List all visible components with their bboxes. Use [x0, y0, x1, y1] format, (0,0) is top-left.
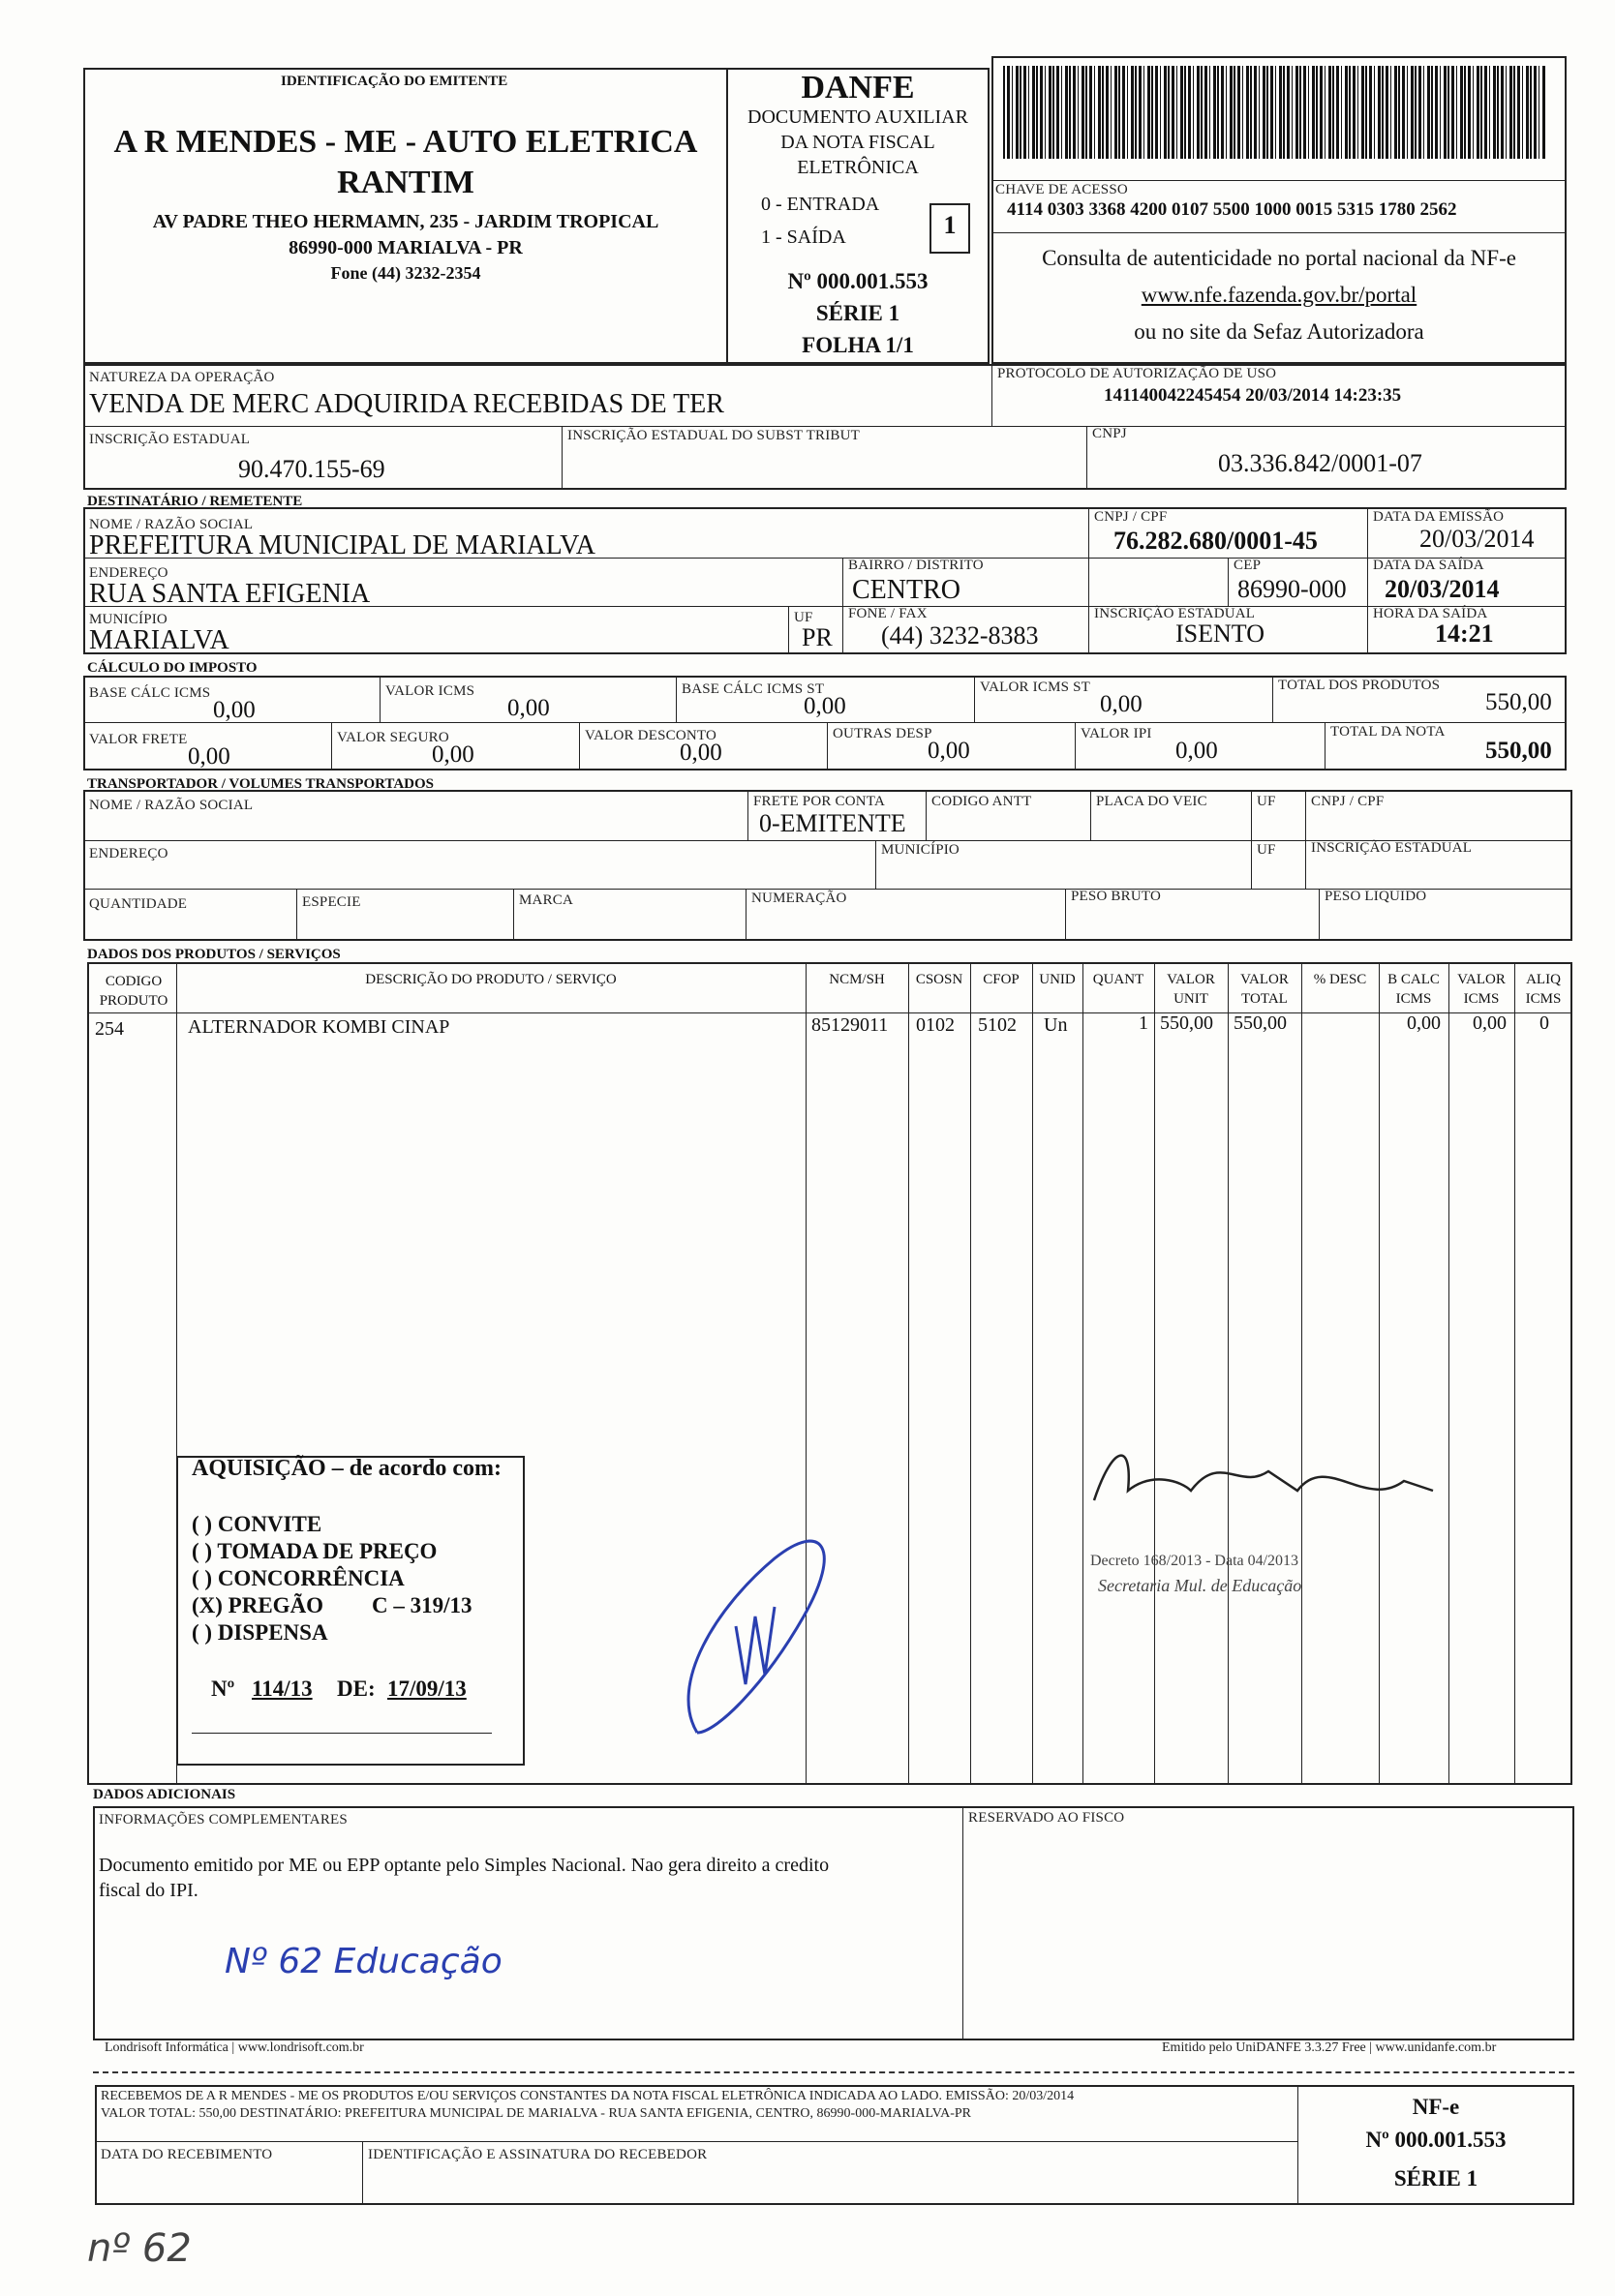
- dest-nome-value: PREFEITURA MUNICIPAL DE MARIALVA: [89, 530, 596, 560]
- consulta-text: Consulta de autenticidade no portal nacional da NF-e: [1042, 246, 1516, 270]
- transp-nome-label: NOME / RAZÃO SOCIAL: [89, 798, 254, 813]
- dest-emissao-label: DATA DA EMISSÃO: [1373, 509, 1505, 525]
- danfe-serie: SÉRIE 1: [815, 301, 900, 325]
- ie-value: 90.470.155-69: [238, 455, 385, 483]
- canhoto-data-label: DATA DO RECEBIMENTO: [101, 2147, 273, 2162]
- emitente-city: 86990-000 MARIALVA - PR: [289, 237, 523, 258]
- dest-cnpj-label: CNPJ / CPF: [1094, 509, 1168, 525]
- emitente-phone: Fone (44) 3232-2354: [330, 263, 481, 283]
- transp-numeracao-label: NUMERAÇÃO: [751, 891, 847, 906]
- total-produtos-value: 550,00: [1485, 689, 1552, 715]
- destinatario-section-label: DESTINATÁRIO / REMETENTE: [87, 494, 303, 509]
- canhoto-nfe: NF-e: [1412, 2095, 1460, 2119]
- col-ncm: NCM/SH: [829, 972, 885, 987]
- total-nota-value: 550,00: [1485, 738, 1552, 764]
- transp-placa-label: PLACA DO VEIC: [1096, 794, 1207, 809]
- base-icms-st-value: 0,00: [804, 693, 846, 719]
- emitente-address: AV PADRE THEO HERMAMN, 235 - JARDIM TROPICAL: [152, 211, 659, 232]
- canhoto-text-2: VALOR TOTAL: 550,00 DESTINATÁRIO: PREFEITURA MUNICIPAL DE MARIALVA - RUA SANTA EFIGENIA, CENTRO, 86990-000-MARIALVA-PR: [101, 2106, 972, 2121]
- col-valor-unit: VALOR UNIT: [1167, 972, 1215, 1007]
- col-bcalc: B CALC ICMS: [1387, 972, 1440, 1007]
- row-aliq: 0: [1539, 1012, 1549, 1034]
- row-cfop: 5102: [978, 1014, 1017, 1036]
- adicionais-box: [93, 1806, 1574, 2040]
- danfe-tipo: 1: [943, 211, 957, 239]
- stamp-numero-label: Nº: [211, 1677, 235, 1701]
- frete-value: 0,00: [188, 743, 230, 770]
- stamp-data: 17/09/13: [387, 1677, 467, 1701]
- produtos-section-label: DADOS DOS PRODUTOS / SERVIÇOS: [87, 947, 341, 962]
- natureza-label: NATUREZA DA OPERAÇÃO: [89, 370, 275, 385]
- col-aliq: ALIQ ICMS: [1525, 972, 1562, 1007]
- seguro-label: VALOR SEGURO: [337, 730, 449, 745]
- col-cfop: CFOP: [983, 972, 1020, 987]
- natureza-value: VENDA DE MERC ADQUIRIDA RECEBIDAS DE TER: [89, 389, 724, 419]
- row-valor-icms: 0,00: [1473, 1012, 1507, 1034]
- canhoto-serie: SÉRIE 1: [1393, 2166, 1478, 2190]
- imposto-section-label: CÁLCULO DO IMPOSTO: [87, 660, 258, 676]
- col-valor-icms: VALOR ICMS: [1457, 972, 1506, 1007]
- dest-hora-value: 14:21: [1435, 619, 1494, 648]
- ipi-label: VALOR IPI: [1081, 726, 1152, 741]
- valor-icms-st-label: VALOR ICMS ST: [980, 680, 1091, 695]
- row-codigo: 254: [95, 1018, 124, 1040]
- protocolo-value: 141140042245454 20/03/2014 14:23:35: [1104, 385, 1402, 406]
- dest-bairro-value: CENTRO: [852, 575, 960, 605]
- ipi-value: 0,00: [1175, 738, 1218, 764]
- canhoto-assinatura-label: IDENTIFICAÇÃO E ASSINATURA DO RECEBEDOR: [368, 2147, 708, 2162]
- dest-nome-label: NOME / RAZÃO SOCIAL: [89, 517, 254, 532]
- transportador-section-label: TRANSPORTADOR / VOLUMES TRANSPORTADOS: [87, 776, 435, 792]
- dest-hora-label: HORA DA SAÍDA: [1373, 606, 1488, 621]
- stamp-data-label: DE:: [337, 1677, 376, 1701]
- dest-ie-label: INSCRIÇÃO ESTADUAL: [1094, 606, 1256, 621]
- cnpj-emitente-value: 03.336.842/0001-07: [1218, 449, 1422, 477]
- barcode: [1003, 66, 1545, 159]
- row-valor-total: 550,00: [1234, 1012, 1287, 1034]
- dest-fone-value: (44) 3232-8383: [881, 621, 1039, 650]
- dest-emissao-value: 20/03/2014: [1419, 525, 1535, 553]
- chave-label: CHAVE DE ACESSO: [995, 182, 1128, 197]
- handwritten-note: Nº 62 Educação: [225, 1942, 503, 1981]
- dest-endereco-value: RUA SANTA EFIGENIA: [89, 579, 371, 609]
- row-quant: 1: [1139, 1012, 1148, 1034]
- desconto-value: 0,00: [680, 740, 722, 766]
- adicionais-section-label: DADOS ADICIONAIS: [93, 1787, 236, 1802]
- transp-frete-value: 0-EMITENTE: [759, 809, 906, 837]
- transp-peso-bruto-label: PESO BRUTO: [1071, 889, 1161, 904]
- canhoto-numero: Nº 000.001.553: [1365, 2128, 1507, 2152]
- row-bcalc: 0,00: [1407, 1012, 1441, 1034]
- stamp-numero: 114/13: [252, 1677, 313, 1701]
- footer-right: Emitido pelo UniDANFE 3.3.27 Free | www.unidanfe.com.br: [1162, 2040, 1497, 2055]
- stamp-concorrencia: ( ) CONCORRÊNCIA: [192, 1566, 405, 1590]
- row-valor-unit: 550,00: [1160, 1012, 1213, 1034]
- dest-endereco-label: ENDEREÇO: [89, 565, 168, 581]
- danfe-saida: 1 - SAÍDA: [761, 227, 846, 248]
- transp-antt-label: CODIGO ANTT: [931, 794, 1032, 809]
- stamp-dispensa: ( ) DISPENSA: [192, 1620, 328, 1645]
- desconto-label: VALOR DESCONTO: [585, 728, 717, 743]
- canhoto-text: RECEBEMOS DE A R MENDES - ME OS PRODUTOS E/OU SERVIÇOS CONSTANTES DA NOTA FISCAL ELETRÔNICA INDICADA AO LADO. EMISSÃO: 20/03/2014: [101, 2089, 1075, 2103]
- protocolo-label: PROTOCOLO DE AUTORIZAÇÃO DE USO: [997, 366, 1277, 381]
- row-descricao: ALTERNADOR KOMBI CINAP: [188, 1016, 450, 1038]
- transp-peso-liquido-label: PESO LIQUIDO: [1325, 889, 1427, 904]
- handwritten-bottom: nº 62: [87, 2226, 192, 2271]
- row-unid: Un: [1044, 1014, 1068, 1036]
- dest-cep-label: CEP: [1234, 558, 1262, 573]
- outras-label: OUTRAS DESP: [833, 726, 932, 741]
- dest-uf-label: UF: [794, 610, 813, 625]
- col-quant: QUANT: [1092, 972, 1144, 987]
- transp-uf2-label: UF: [1257, 842, 1276, 858]
- consulta-url[interactable]: www.nfe.fazenda.gov.br/portal: [1141, 283, 1417, 307]
- consulta-text-2: ou no site da Sefaz Autorizadora: [1134, 319, 1424, 344]
- stamp-pregao: (X) PREGÃO: [192, 1593, 324, 1617]
- dest-fone-label: FONE / FAX: [848, 606, 928, 621]
- row-csosn: 0102: [916, 1014, 955, 1036]
- col-valor-total: VALOR TOTAL: [1240, 972, 1289, 1007]
- dest-municipio-label: MUNICÍPIO: [89, 612, 168, 627]
- carimbo-decreto: Decreto 168/2013 - Data 04/2013: [1090, 1553, 1299, 1569]
- dest-cep-value: 86990-000: [1237, 575, 1347, 603]
- transp-frete-label: FRETE POR CONTA: [753, 794, 885, 809]
- chave-value: 4114 0303 3368 4200 0107 5500 1000 0015 5315 1780 2562: [1007, 199, 1457, 220]
- tear-line: [93, 2071, 1574, 2073]
- outras-value: 0,00: [928, 738, 970, 764]
- transp-quantidade-label: QUANTIDADE: [89, 896, 188, 912]
- transp-ie-label: INSCRIÇÃO ESTADUAL: [1311, 840, 1473, 856]
- transp-municipio-label: MUNICÍPIO: [881, 842, 960, 858]
- dest-cnpj-value: 76.282.680/0001-45: [1113, 527, 1318, 555]
- signature-director: [1075, 1433, 1443, 1529]
- danfe-subtitle-3: ELETRÔNICA: [797, 157, 919, 178]
- ie-st-label: INSCRIÇÃO ESTADUAL DO SUBST TRIBUT: [567, 428, 861, 443]
- seguro-value: 0,00: [432, 741, 474, 768]
- stamp-title: AQUISIÇÃO – de acordo com:: [192, 1456, 502, 1481]
- col-unid: UNID: [1039, 972, 1076, 987]
- col-codigo: CODIGO PRODUTO: [99, 974, 168, 1009]
- danfe-entrada: 0 - ENTRADA: [761, 194, 880, 215]
- dest-municipio-value: MARIALVA: [89, 625, 229, 655]
- danfe-subtitle: DOCUMENTO AUXILIAR: [747, 106, 968, 128]
- dest-saida-value: 20/03/2014: [1385, 575, 1500, 603]
- transp-especie-label: ESPECIE: [302, 894, 361, 910]
- emitente-name: A R MENDES - ME - AUTO ELETRICA: [113, 124, 698, 160]
- signature-scribble: [658, 1491, 852, 1762]
- valor-icms-st-value: 0,00: [1100, 691, 1143, 717]
- stamp-convite: ( ) CONVITE: [192, 1512, 322, 1536]
- info-comp-text: Documento emitido por ME ou EPP optante pelo Simples Nacional. Nao gera direito a credito: [99, 1855, 830, 1876]
- base-icms-label: BASE CÁLC ICMS: [89, 685, 211, 701]
- danfe-title: DANFE: [801, 70, 915, 106]
- dest-bairro-label: BAIRRO / DISTRITO: [848, 558, 984, 573]
- danfe-subtitle-2: DA NOTA FISCAL: [780, 132, 935, 153]
- transp-cnpj-label: CNPJ / CPF: [1311, 794, 1385, 809]
- emitente-name-line2: RANTIM: [337, 165, 474, 200]
- frete-label: VALOR FRETE: [89, 732, 188, 747]
- transp-marca-label: MARCA: [519, 892, 574, 908]
- cnpj-emitente-label: CNPJ: [1092, 426, 1127, 441]
- col-csosn: CSOSN: [915, 972, 963, 987]
- carimbo-secretaria: Secretaria Mul. de Educação: [1098, 1576, 1302, 1595]
- dest-uf-value: PR: [802, 623, 833, 651]
- ie-label: INSCRIÇÃO ESTADUAL: [89, 432, 251, 447]
- row-ncm: 85129011: [811, 1014, 889, 1036]
- danfe-folha: FOLHA 1/1: [802, 333, 914, 357]
- valor-icms-value: 0,00: [507, 695, 550, 721]
- dest-ie-value: ISENTO: [1175, 619, 1265, 648]
- col-descricao: DESCRIÇÃO DO PRODUTO / SERVIÇO: [365, 972, 617, 987]
- total-nota-label: TOTAL DA NOTA: [1330, 724, 1446, 740]
- dest-saida-label: DATA DA SAÍDA: [1373, 558, 1484, 573]
- emitente-section-label: IDENTIFICAÇÃO DO EMITENTE: [281, 74, 508, 89]
- fisco-label: RESERVADO AO FISCO: [968, 1810, 1125, 1826]
- col-desc: % DESC: [1313, 972, 1367, 987]
- footer-left: Londrisoft Informática | www.londrisoft.com.br: [105, 2040, 364, 2055]
- transp-endereco-label: ENDEREÇO: [89, 846, 168, 861]
- transp-uf-label: UF: [1257, 794, 1276, 809]
- valor-icms-label: VALOR ICMS: [385, 683, 475, 699]
- danfe-numero: Nº 000.001.553: [787, 269, 929, 293]
- info-comp-label: INFORMAÇÕES COMPLEMENTARES: [99, 1812, 348, 1828]
- info-comp-text-2: fiscal do IPI.: [99, 1880, 198, 1901]
- base-icms-st-label: BASE CÁLC ICMS ST: [682, 681, 825, 697]
- stamp-pregao-ref: C – 319/13: [372, 1593, 472, 1617]
- stamp-tomada: ( ) TOMADA DE PREÇO: [192, 1539, 438, 1563]
- total-produtos-label: TOTAL DOS PRODUTOS: [1278, 678, 1441, 693]
- base-icms-value: 0,00: [213, 697, 256, 723]
